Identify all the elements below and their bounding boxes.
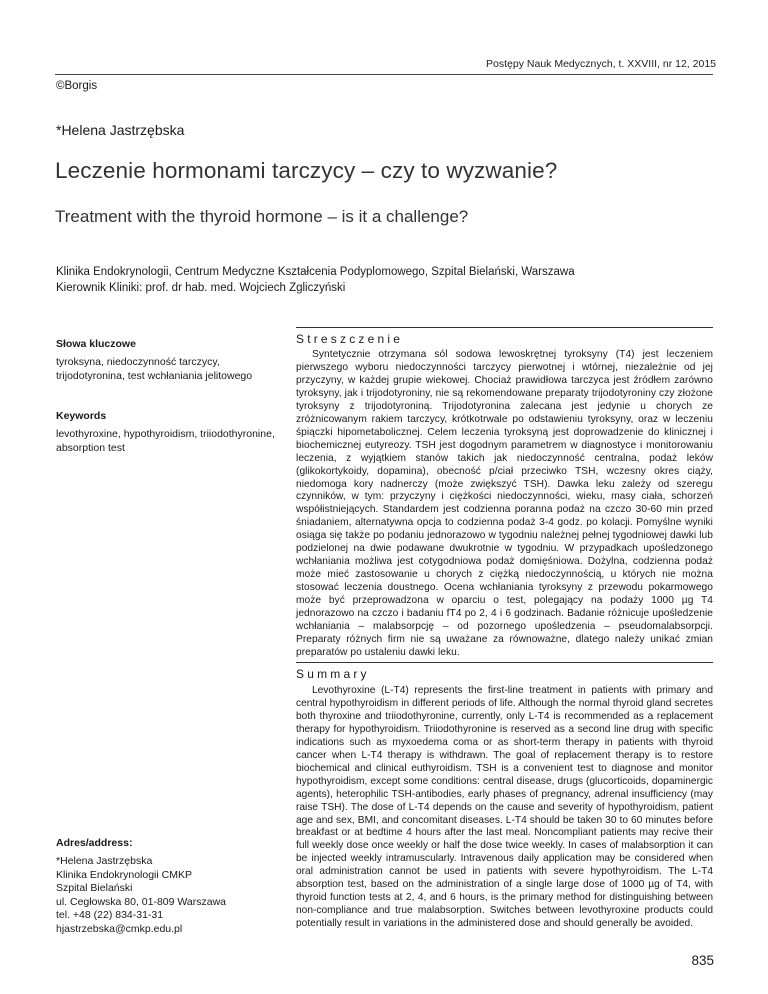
article-title-english: Treatment with the thyroid hormone – is it a challenge? [55,207,469,226]
header-divider [55,74,713,75]
abstract-divider-top [296,327,713,328]
address-line: Szpital Bielański [56,882,133,894]
keywords-english [56,410,276,455]
address-line: Klinika Endokrynologii CMKP [56,868,192,881]
journal-citation: Postępy Nauk Medycznych, t. XXVIII, nr 12, 2015 [486,58,716,70]
address-lines [56,855,276,936]
address-label: Adres/address: [56,837,133,849]
keywords-english-label: Keywords [56,410,107,422]
keywords-polish-text: tyroksyna, niedoczynność tarczycy, trijodotyronina, test wchłaniania jelitowego [56,356,253,382]
article-title-polish: Leczenie hormonami tarczycy – czy to wyzwanie? [55,158,558,183]
address-line: ul. Cegłowska 80, 01-809 Warszawa [56,895,227,908]
summary-text: Levothyroxine (L-T4) represents the first-line treatment in patients with primary and central hypothyroidism in different periods of life. Although the normal thyroid gland secretes both thyroxine and triiodothyronine, currently, only L-T4 is recommended as a replacement therapy for hypothyroidism. Triiodothyronine is reserved as a second line drug with specific indications such as myxoedema coma or as short-term therapy in patients with thyroid cancer when L-T4 therapy is withdrawn. The goal of replacement therapy is to restore biochemical and clinical euthyroidism. TSH is a convenient test to diagnose and monitor hypothyroidism, except some conditions: central disease, drugs (glucorticoids, dopaminergic agents), heterophilic TSH-antibodies, early phases of pregnancy, adrenal insufficiency (may raise TSH). The dose of L-T4 depends on the cause and severity of hypothyroidism, patient age and sex, BMI, and concomitant diseases. L-T4 should be taken 30 to 60 minutes before breakfast or at bedtime 4 hours after the last meal. Noncompliant patients may recive their full weekly dose once weekly or half the dose twice weekly. In cases of malabsorption it can be injected weekly intramuscularly. Intravenous daily application may be considered when oral administration cannot be used in patients with severe hypothyroidism. The L-T4 absorption test, based on the administration of a single large dose of 1000 µg of T4, with thyroid function tests at 2, 4, and 6 hours, is the primary method for distinguishing between non-compliance and true malabsorption. Switches between levothyroxine products could potentially result in variations in the administered dose and should generally be avoided. [296,685,713,930]
keywords-english-text: levothyroxine, hypothyroidism, triiodothyronine, absorption test [56,428,275,454]
affiliation-head: Kierownik Kliniki: prof. dr hab. med. Wojciech Zgliczyński [56,282,346,294]
publisher-label: ©Borgis [56,80,98,92]
author-name: *Helena Jastrzębska [56,122,185,138]
affiliation-block [56,264,575,296]
affiliation-institution: Klinika Endokrynologii, Centrum Medyczne Kształcenia Podyplomowego, Szpital Bielański, Warszawa [56,266,575,278]
correspondence-address [56,837,276,936]
address-line: tel. +48 (22) 834-31-31 [56,909,164,921]
summary-heading: Summary [296,667,370,681]
summary-divider-top [296,662,713,663]
streszczenie-heading: Streszczenie [296,332,404,346]
address-line: *Helena Jastrzębska [56,855,153,867]
keywords-polish-label: Słowa kluczowe [56,338,136,350]
page-number: 835 [691,953,714,968]
address-email[interactable]: hjastrzebska@cmkp.edu.pl [56,922,183,935]
streszczenie-text: Syntetycznie otrzymana sól sodowa lewoskrętnej tyroksyny (T4) jest leczeniem pierwszego wyboru niedoczynności tarczycy pierwotnej i wtórnej, niezależnie od jej przyczyny, w każdej grupie wiekowej. Chociaż prawidłowa tarczyca jest źródłem zarówno tyroksyny, jak i trijodotyroniny, nie są rekomendowane preparaty trijodotyroniny czy złożone tyroksyny z trijodotyroniną. Trijodotyronina zalecana jest jedynie u chorych ze zróżnicowanym rakiem tarczycy, krótkotrwale po odstawieniu tyroksyny, oraz w leczeniu śpiączki hipometabolicznej. Celem leczenia tyroksyną jest doprowadzenie do klinicznej i biochemicznej eutyreozy. TSH jest dogodnym parametrem w diagnostyce i monitorowaniu leczenia, z wyjątkiem stanów takich jak niedoczynność centralna, podaż leków (glikokortykoidy, dopamina), obecność p/ciał przeciwko TSH, wczesny okres ciąży, niedomoga kory nadnerczy (może zwiększyć TSH). Dawka leku zależy od szeregu czynników, w tym: przyczyny i ciężkości niedoczynności, wieku, masy ciała, schorzeń współistniejących. Standardem jest codzienna poranna podaż na czczo 30-60 min przed śniadaniem, alternatywna opcja to codzienna podaż 3-4 godz. po kolacji. Pomyślne wyniki osiąga się także po podaniu jednorazowo w tygodniu należnej pełnej tygodniowej dawki lub podzielonej na dwie podawane dwukrotnie w tygodniu. W przypadkach upośledzonego wchłaniania możliwa jest cotygodniowa podaż domięśniowa. Dożylna, codzienna podaż może mieć zastosowanie u chorych z ciężką niedoczynnością, u których nie można stosować leczenia doustnego. Ocena wchłaniania tyroksyny z przewodu pokarmowego może być przeprowadzona w oparciu o test, polegający na podaży 1000 µg T4 jednorazowo na czczo i badaniu fT4 po 2, 4 i 6 godzinach. Badanie różnicuje upośledzenie wchłaniania – malabsorpcję – od pozornego upośledzenia – pseudomalabsorpcji. Preparaty różnych firm nie są uważane za równoważne, dlatego należy unikać zmian preparatów po ustaleniu dawki leku. [296,349,713,658]
keywords-polish [56,338,276,383]
